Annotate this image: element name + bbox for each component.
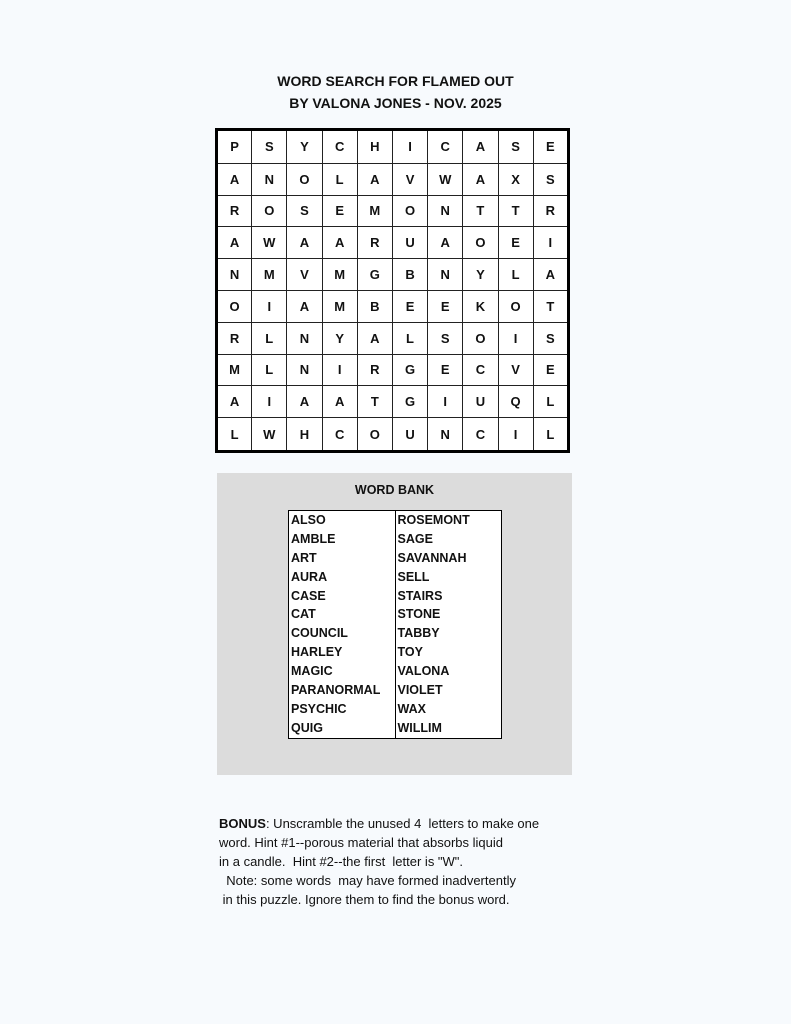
grid-cell[interactable]: R <box>217 322 252 354</box>
grid-cell[interactable]: I <box>252 290 287 322</box>
grid-cell[interactable]: N <box>217 259 252 291</box>
bonus-line: word. Hint #1--porous material that absorbs liquid <box>219 835 503 850</box>
grid-cell[interactable]: N <box>287 354 322 386</box>
word-bank-item: MAGIC <box>291 664 333 679</box>
word-bank-item: VALONA <box>397 664 450 679</box>
grid-cell[interactable]: C <box>322 130 357 164</box>
word-bank-item: SELL <box>397 569 430 584</box>
grid-cell[interactable]: A <box>428 227 463 259</box>
grid-cell[interactable]: L <box>533 418 568 452</box>
word-search-grid <box>215 128 570 453</box>
grid-row <box>217 130 569 164</box>
grid-cell[interactable]: W <box>252 418 287 452</box>
grid-cell[interactable]: E <box>428 354 463 386</box>
bonus-line: Note: some words may have formed inadvertently <box>219 873 516 888</box>
bonus-line <box>219 814 579 833</box>
grid-cell[interactable]: T <box>357 386 392 418</box>
grid-cell[interactable]: C <box>463 354 498 386</box>
word-bank-item: CAT <box>291 607 316 622</box>
word-bank-item: VIOLET <box>397 683 443 698</box>
grid-cell[interactable]: N <box>252 163 287 195</box>
grid-cell[interactable]: S <box>498 130 533 164</box>
grid-row <box>217 386 569 418</box>
grid-cell[interactable]: E <box>498 227 533 259</box>
grid-cell[interactable]: R <box>357 354 392 386</box>
grid-cell[interactable]: O <box>463 227 498 259</box>
word-bank-item: ROSEMONT <box>397 513 470 527</box>
word-bank-item: COUNCIL <box>291 626 348 641</box>
grid-cell[interactable]: O <box>392 195 427 227</box>
grid-row <box>217 227 569 259</box>
grid-cell[interactable]: L <box>322 163 357 195</box>
grid-cell[interactable]: A <box>287 290 322 322</box>
grid-cell[interactable]: A <box>217 163 252 195</box>
grid-cell[interactable]: A <box>217 227 252 259</box>
word-bank-item: TABBY <box>397 626 440 641</box>
grid-cell[interactable]: P <box>217 130 252 164</box>
grid-cell[interactable]: R <box>533 195 568 227</box>
word-bank-item: AMBLE <box>291 531 336 546</box>
word-bank-item: STONE <box>397 607 441 622</box>
grid-cell[interactable]: A <box>322 386 357 418</box>
word-bank-item: HARLEY <box>291 645 343 660</box>
grid-cell[interactable]: A <box>357 163 392 195</box>
grid-cell[interactable]: G <box>392 354 427 386</box>
grid-cell[interactable]: U <box>392 227 427 259</box>
grid-row <box>217 195 569 227</box>
grid-cell[interactable]: T <box>498 195 533 227</box>
grid-cell[interactable]: W <box>428 163 463 195</box>
grid-cell[interactable]: M <box>322 290 357 322</box>
grid-row <box>217 322 569 354</box>
grid-cell[interactable]: R <box>357 227 392 259</box>
grid-cell[interactable]: Y <box>463 259 498 291</box>
word-bank-item: AURA <box>291 569 328 584</box>
word-bank-item: WILLIM <box>397 720 442 735</box>
grid-cell[interactable]: T <box>533 290 568 322</box>
grid-cell[interactable]: L <box>217 418 252 452</box>
grid-cell[interactable]: T <box>463 195 498 227</box>
grid-cell[interactable]: Y <box>322 322 357 354</box>
grid-cell[interactable]: M <box>252 259 287 291</box>
grid-row <box>217 163 569 195</box>
grid-cell[interactable]: L <box>252 322 287 354</box>
grid-cell[interactable]: L <box>533 386 568 418</box>
bonus-instructions <box>219 814 579 909</box>
word-bank-item: QUIG <box>291 720 323 735</box>
grid-cell[interactable]: H <box>287 418 322 452</box>
grid-cell[interactable]: A <box>463 163 498 195</box>
grid-cell[interactable]: M <box>357 195 392 227</box>
grid-cell[interactable]: K <box>463 290 498 322</box>
grid-cell[interactable]: A <box>287 227 322 259</box>
grid-cell[interactable]: S <box>287 195 322 227</box>
grid-cell[interactable]: S <box>252 130 287 164</box>
word-bank-item: TOY <box>397 645 423 660</box>
grid-cell[interactable]: U <box>463 386 498 418</box>
word-bank-right-column <box>395 511 502 739</box>
grid-cell[interactable]: V <box>287 259 322 291</box>
grid-cell[interactable]: I <box>533 227 568 259</box>
grid-cell[interactable]: E <box>428 290 463 322</box>
grid-cell[interactable]: I <box>252 386 287 418</box>
word-bank-item: STAIRS <box>397 588 443 603</box>
word-bank-item: PSYCHIC <box>291 701 347 716</box>
grid-cell[interactable]: E <box>533 354 568 386</box>
word-bank-table <box>288 510 502 739</box>
grid-row <box>217 354 569 386</box>
grid-cell[interactable]: E <box>533 130 568 164</box>
grid-cell[interactable]: O <box>463 322 498 354</box>
grid-cell[interactable]: N <box>428 195 463 227</box>
grid-cell[interactable]: I <box>322 354 357 386</box>
grid-cell[interactable]: L <box>252 354 287 386</box>
grid-cell[interactable]: O <box>498 290 533 322</box>
grid-cell[interactable]: A <box>533 259 568 291</box>
grid-cell[interactable]: M <box>322 259 357 291</box>
word-bank-title: WORD BANK <box>354 483 435 497</box>
grid-cell[interactable]: O <box>287 163 322 195</box>
grid-cell[interactable]: W <box>252 227 287 259</box>
grid-cell[interactable]: H <box>357 130 392 164</box>
grid-cell[interactable]: X <box>498 163 533 195</box>
grid-cell[interactable]: R <box>217 195 252 227</box>
grid-cell[interactable]: N <box>287 322 322 354</box>
grid-cell[interactable]: N <box>428 418 463 452</box>
grid-cell[interactable]: S <box>428 322 463 354</box>
grid-cell[interactable]: A <box>287 386 322 418</box>
grid-cell[interactable]: A <box>217 386 252 418</box>
word-bank-item: PARANORMAL <box>291 683 381 698</box>
grid-cell[interactable]: N <box>428 259 463 291</box>
bonus-text: : Unscramble the unused 4 letters to make one <box>265 816 540 831</box>
grid-cell[interactable]: S <box>533 322 568 354</box>
grid-row <box>217 259 569 291</box>
grid-cell[interactable]: A <box>357 322 392 354</box>
word-bank-item: SAVANNAH <box>397 550 467 565</box>
grid-row <box>217 418 569 452</box>
grid-cell[interactable]: V <box>498 354 533 386</box>
byline: BY VALONA JONES - NOV. 2025 <box>289 95 502 111</box>
word-bank-item: WAX <box>397 701 426 716</box>
grid-cell[interactable]: C <box>322 418 357 452</box>
bonus-label: BONUS <box>219 816 266 831</box>
grid-cell[interactable]: S <box>533 163 568 195</box>
grid-cell[interactable]: I <box>498 418 533 452</box>
grid-cell[interactable]: E <box>392 290 427 322</box>
grid-cell[interactable]: A <box>322 227 357 259</box>
bonus-line: in this puzzle. Ignore them to find the bonus word. <box>219 892 510 907</box>
grid-cell[interactable]: C <box>463 418 498 452</box>
word-bank-left-column <box>289 511 396 739</box>
bonus-line: in a candle. Hint #2--the first letter is "W". <box>219 854 464 869</box>
grid-cell[interactable]: O <box>357 418 392 452</box>
grid-cell[interactable]: O <box>217 290 252 322</box>
grid-cell[interactable]: C <box>428 130 463 164</box>
grid-cell[interactable]: A <box>463 130 498 164</box>
word-bank-item: CASE <box>291 588 326 603</box>
grid-cell[interactable]: M <box>217 354 252 386</box>
grid-cell[interactable]: Y <box>287 130 322 164</box>
grid-cell[interactable]: O <box>252 195 287 227</box>
grid-cell[interactable]: L <box>498 259 533 291</box>
grid-cell[interactable]: I <box>392 130 427 164</box>
grid-cell[interactable]: B <box>392 259 427 291</box>
grid-cell[interactable]: V <box>392 163 427 195</box>
grid-row <box>217 290 569 322</box>
grid-cell[interactable]: I <box>428 386 463 418</box>
page-title: WORD SEARCH FOR FLAMED OUT <box>277 73 514 89</box>
grid-cell[interactable]: G <box>357 259 392 291</box>
word-bank-item: ART <box>291 550 317 565</box>
grid-cell[interactable]: G <box>392 386 427 418</box>
grid-cell[interactable]: U <box>392 418 427 452</box>
grid-cell[interactable]: I <box>498 322 533 354</box>
grid-cell[interactable]: L <box>392 322 427 354</box>
grid-cell[interactable]: B <box>357 290 392 322</box>
grid-cell[interactable]: E <box>322 195 357 227</box>
word-bank-item: SAGE <box>397 531 433 546</box>
word-bank-item: ALSO <box>291 513 326 527</box>
grid-cell[interactable]: Q <box>498 386 533 418</box>
word-bank-panel <box>217 473 572 775</box>
